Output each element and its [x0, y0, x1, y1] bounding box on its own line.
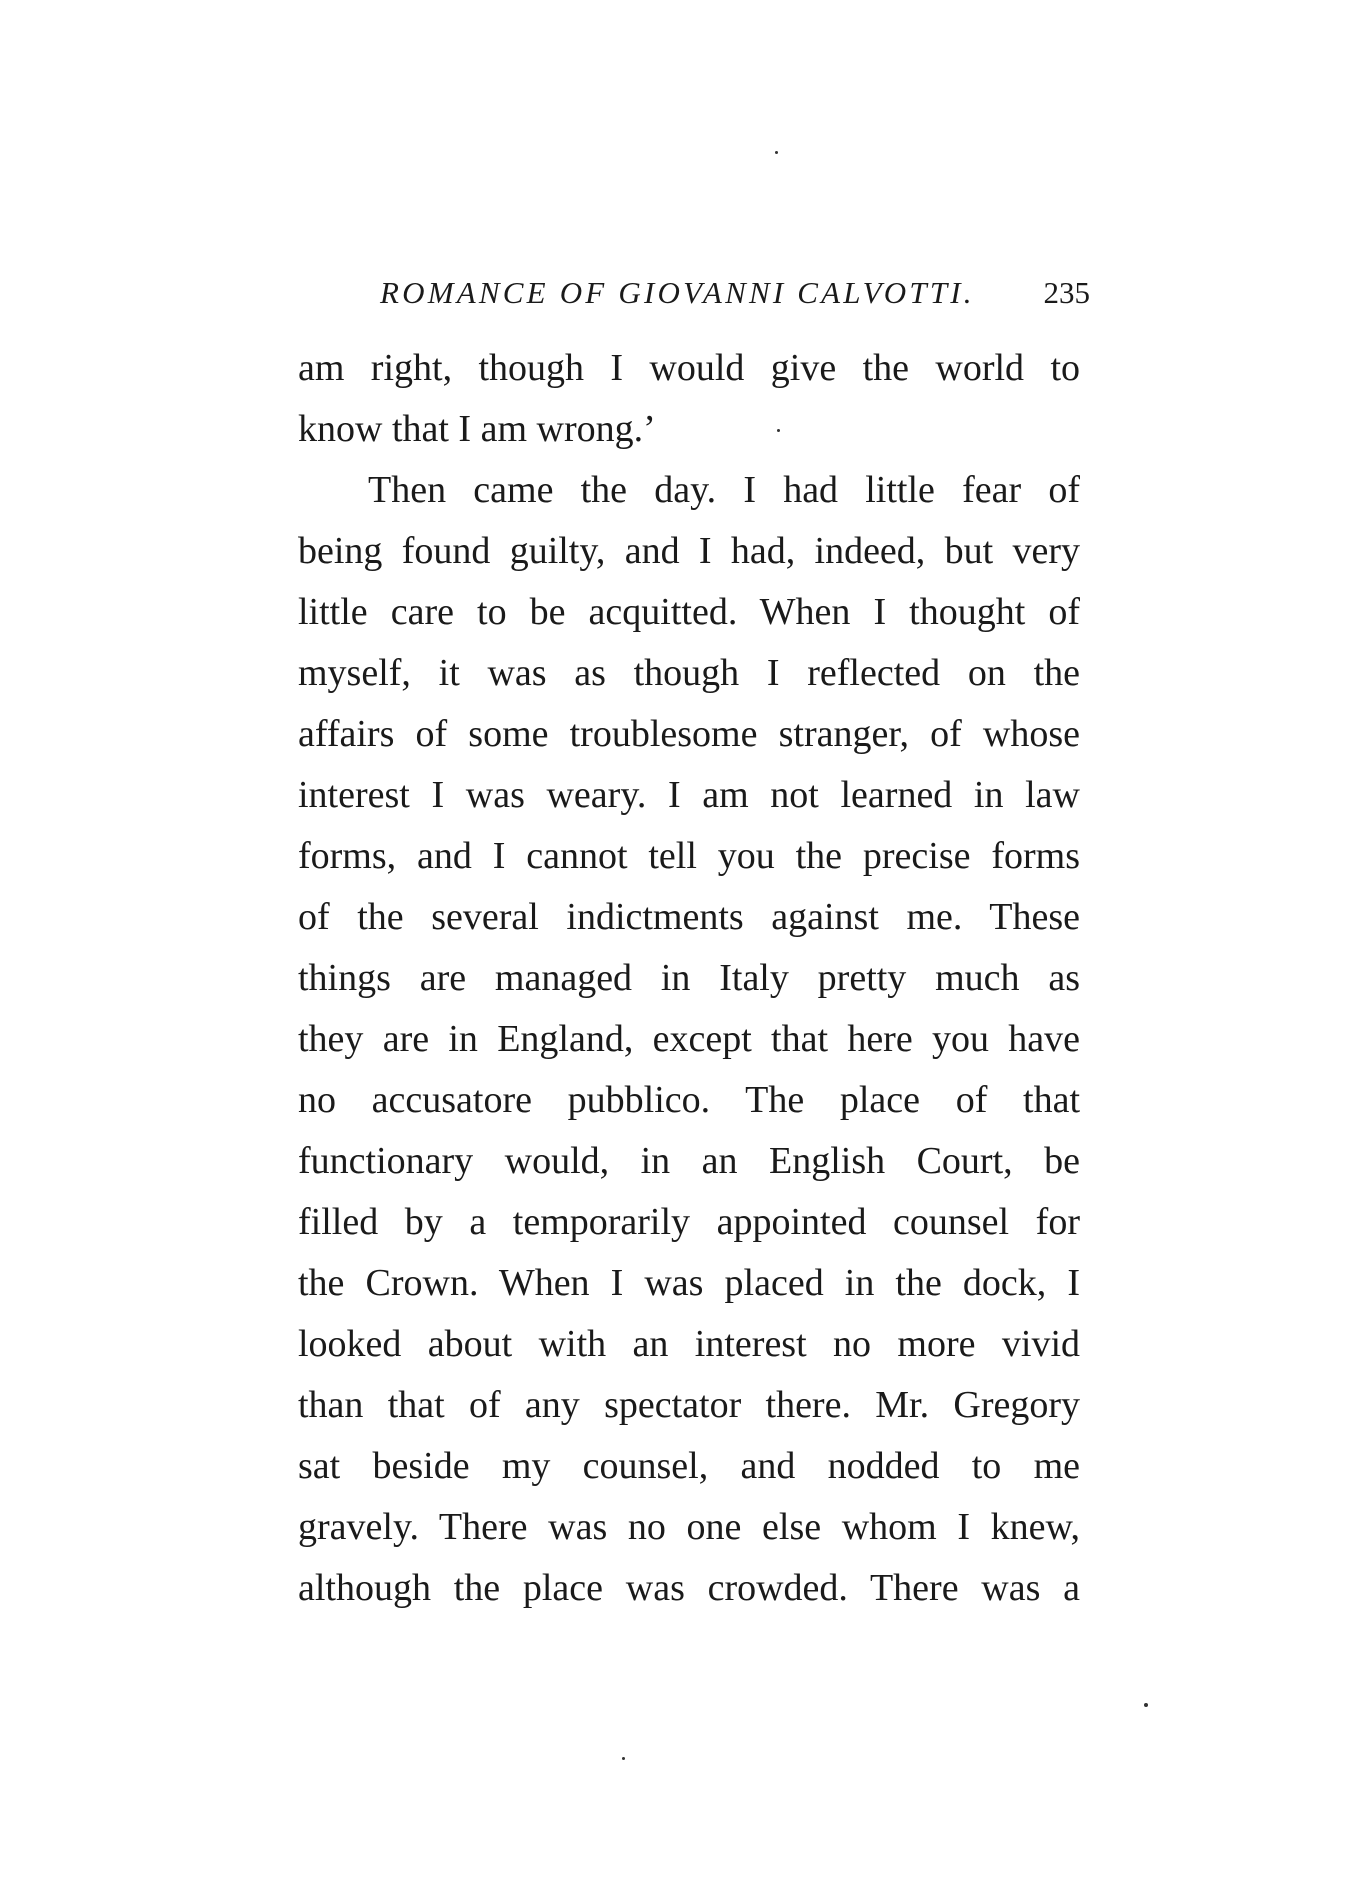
scan-speck — [775, 151, 778, 154]
text-line: they are in England, except that here you have — [298, 1018, 1080, 1060]
text-line: myself, it was as though I reflected on the — [298, 652, 1080, 694]
page-number: 235 — [1043, 275, 1090, 310]
running-head — [380, 268, 1090, 318]
scan-speck — [777, 429, 780, 432]
text-line: functionary would, in an English Court, be — [298, 1140, 1080, 1182]
text-line: gravely. There was no one else whom I knew, — [298, 1506, 1080, 1548]
text-line: although the place was crowded. There was a — [298, 1567, 1080, 1609]
text-line: interest I was weary. I am not learned in law — [298, 774, 1080, 816]
paragraph-start-line: Then came the day. I had little fear of — [368, 469, 1080, 511]
running-title: ROMANCE OF GIOVANNI CALVOTTI. — [380, 275, 975, 310]
text-line: affairs of some troublesome stranger, of whose — [298, 713, 1080, 755]
text-line: sat beside my counsel, and nodded to me — [298, 1445, 1080, 1487]
text-line: know that I am wrong.’ — [298, 408, 656, 450]
text-line: than that of any spectator there. Mr. Gregory — [298, 1384, 1080, 1426]
text-line: am right, though I would give the world to — [298, 347, 1080, 389]
body-text — [298, 338, 1080, 1619]
text-line: the Crown. When I was placed in the dock, I — [298, 1262, 1080, 1304]
text-line: looked about with an interest no more vivid — [298, 1323, 1080, 1365]
text-line: little care to be acquitted. When I thought of — [298, 591, 1080, 633]
text-line: filled by a temporarily appointed counsel for — [298, 1201, 1080, 1243]
text-line: being found guilty, and I had, indeed, but very — [298, 530, 1080, 572]
scan-speck — [622, 1757, 625, 1760]
text-line: of the several indictments against me. These — [298, 896, 1080, 938]
text-line: no accusatore pubblico. The place of that — [298, 1079, 1080, 1121]
scan-speck — [1144, 1703, 1148, 1707]
text-line: forms, and I cannot tell you the precise forms — [298, 835, 1080, 877]
text-line: things are managed in Italy pretty much as — [298, 957, 1080, 999]
